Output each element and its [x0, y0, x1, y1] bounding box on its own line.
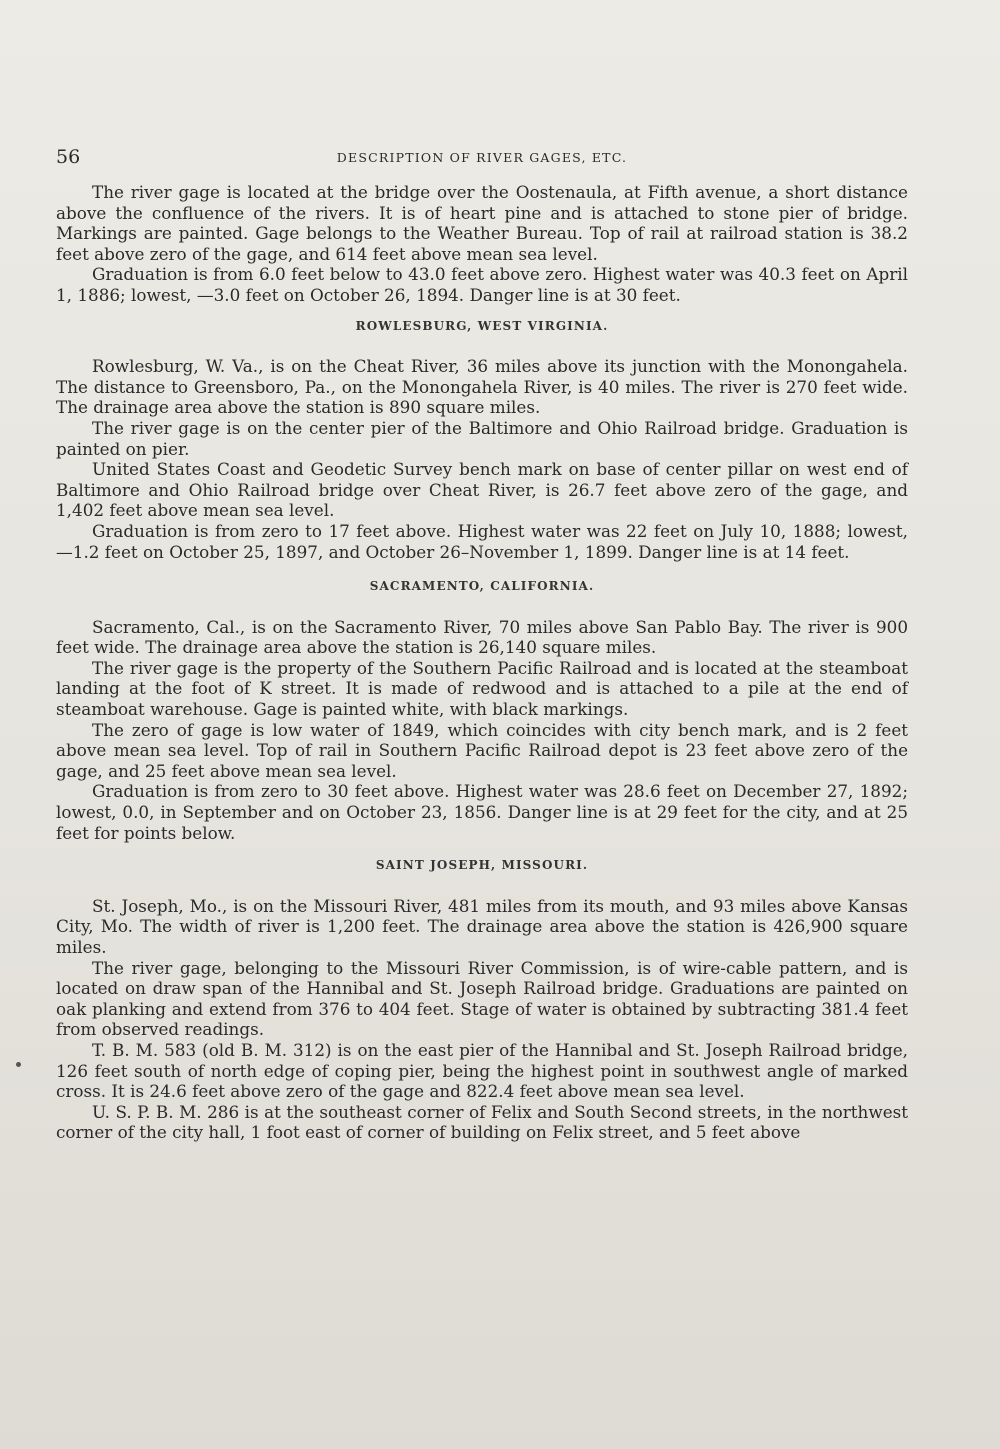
- section-heading-saint-joseph: SAINT JOSEPH, MISSOURI.: [375, 858, 589, 873]
- paragraph: Rowlesburg, W. Va., is on the Cheat River, 36 miles above its junction with the Monongahela. The distance to Greensboro, Pa., on the Monongahela River, is 40 miles. The river is 270 feet wide. The drainage area above the station is 890 square miles.: [56, 356, 908, 418]
- page-header: [56, 146, 908, 172]
- body-text: [56, 182, 908, 1143]
- ink-spot: [16, 1062, 21, 1067]
- section-heading-rowlesburg: ROWLESBURG, WEST VIRGINIA.: [355, 318, 609, 333]
- paragraph: Sacramento, Cal., is on the Sacramento River, 70 miles above San Pablo Bay. The river is 900 feet wide. The drainage area above the station is 26,140 square miles.: [56, 616, 908, 658]
- page-number: 56: [56, 146, 81, 168]
- paragraph: The river gage is the property of the Southern Pacific Railroad and is located at the steamboat landing at the foot of K street. It is made of redwood and is attached to a pile at the end of steamboat warehouse. Gage is painted white, with black markings.: [56, 657, 908, 720]
- paragraph: The river gage, belonging to the Missouri River Commission, is of wire-cable pattern, and is located on draw span of the Hannibal and St. Joseph Railroad bridge. Graduations are painted on oak planking and extend from 376 to 404 feet. Stage of water is obtained by subtracting 381.4 feet from observed readings.: [56, 957, 908, 1040]
- paragraph: T. B. M. 583 (old B. M. 312) is on the east pier of the Hannibal and St. Joseph Railroad bridge, 126 feet south of north edge of coping pier, being the highest point in southwest angle of marked cross. It is 24.6 feet above zero of the gage and 822.4 feet above mean sea level.: [56, 1039, 908, 1102]
- paragraph: Graduation is from zero to 17 feet above. Highest water was 22 feet on July 10, 1888; lowest, —1.2 feet on October 25, 1897, and October 26–November 1, 1899. Danger line is at 14 feet.: [56, 520, 908, 562]
- paragraph: The river gage is located at the bridge over the Oostenaula, at Fifth avenue, a short distance above the confluence of the rivers. It is of heart pine and is attached to stone pier of bridge. Markings are painted. Gage belongs to the Weather Bureau. Top of rail at railroad station is 38.2 feet above zero of the gage, and 614 feet above mean sea level.: [56, 182, 908, 264]
- paragraph: U. S. P. B. M. 286 is at the southeast corner of Felix and South Second streets, in the northwest corner of the city hall, 1 foot east of corner of building on Felix street, and 5 feet above: [56, 1101, 908, 1143]
- paragraph: The zero of gage is low water of 1849, which coincides with city bench mark, and is 2 feet above mean sea level. Top of rail in Southern Pacific Railroad depot is 23 feet above zero of the gage, and 25 feet above mean sea level.: [56, 719, 908, 781]
- running-title: DESCRIPTION OF RIVER GAGES, ETC.: [336, 150, 628, 165]
- paragraph: St. Joseph, Mo., is on the Missouri River, 481 miles from its mouth, and 93 miles above Kansas City, Mo. The width of river is 1,200 feet. The drainage area above the station is 426,900 square miles.: [56, 895, 908, 957]
- section-heading-sacramento: SACRAMENTO, CALIFORNIA.: [369, 579, 595, 594]
- paragraph: Graduation is from 6.0 feet below to 43.0 feet above zero. Highest water was 40.3 feet on April 1, 1886; lowest, —3.0 feet on October 26, 1894. Danger line is at 30 feet.: [56, 264, 908, 305]
- paragraph: Graduation is from zero to 30 feet above. Highest water was 28.6 feet on December 27, 1892; lowest, 0.0, in September and on October 23, 1856. Danger line is at 29 feet for the city, and at 25 feet for points below.: [56, 781, 908, 843]
- paragraph: United States Coast and Geodetic Survey bench mark on base of center pillar on west end of Baltimore and Ohio Railroad bridge over Cheat River, is 26.7 feet above zero of the gage, and 1,402 feet above mean sea level.: [56, 459, 908, 521]
- paragraph: The river gage is on the center pier of the Baltimore and Ohio Railroad bridge. Graduation is painted on pier.: [56, 417, 908, 459]
